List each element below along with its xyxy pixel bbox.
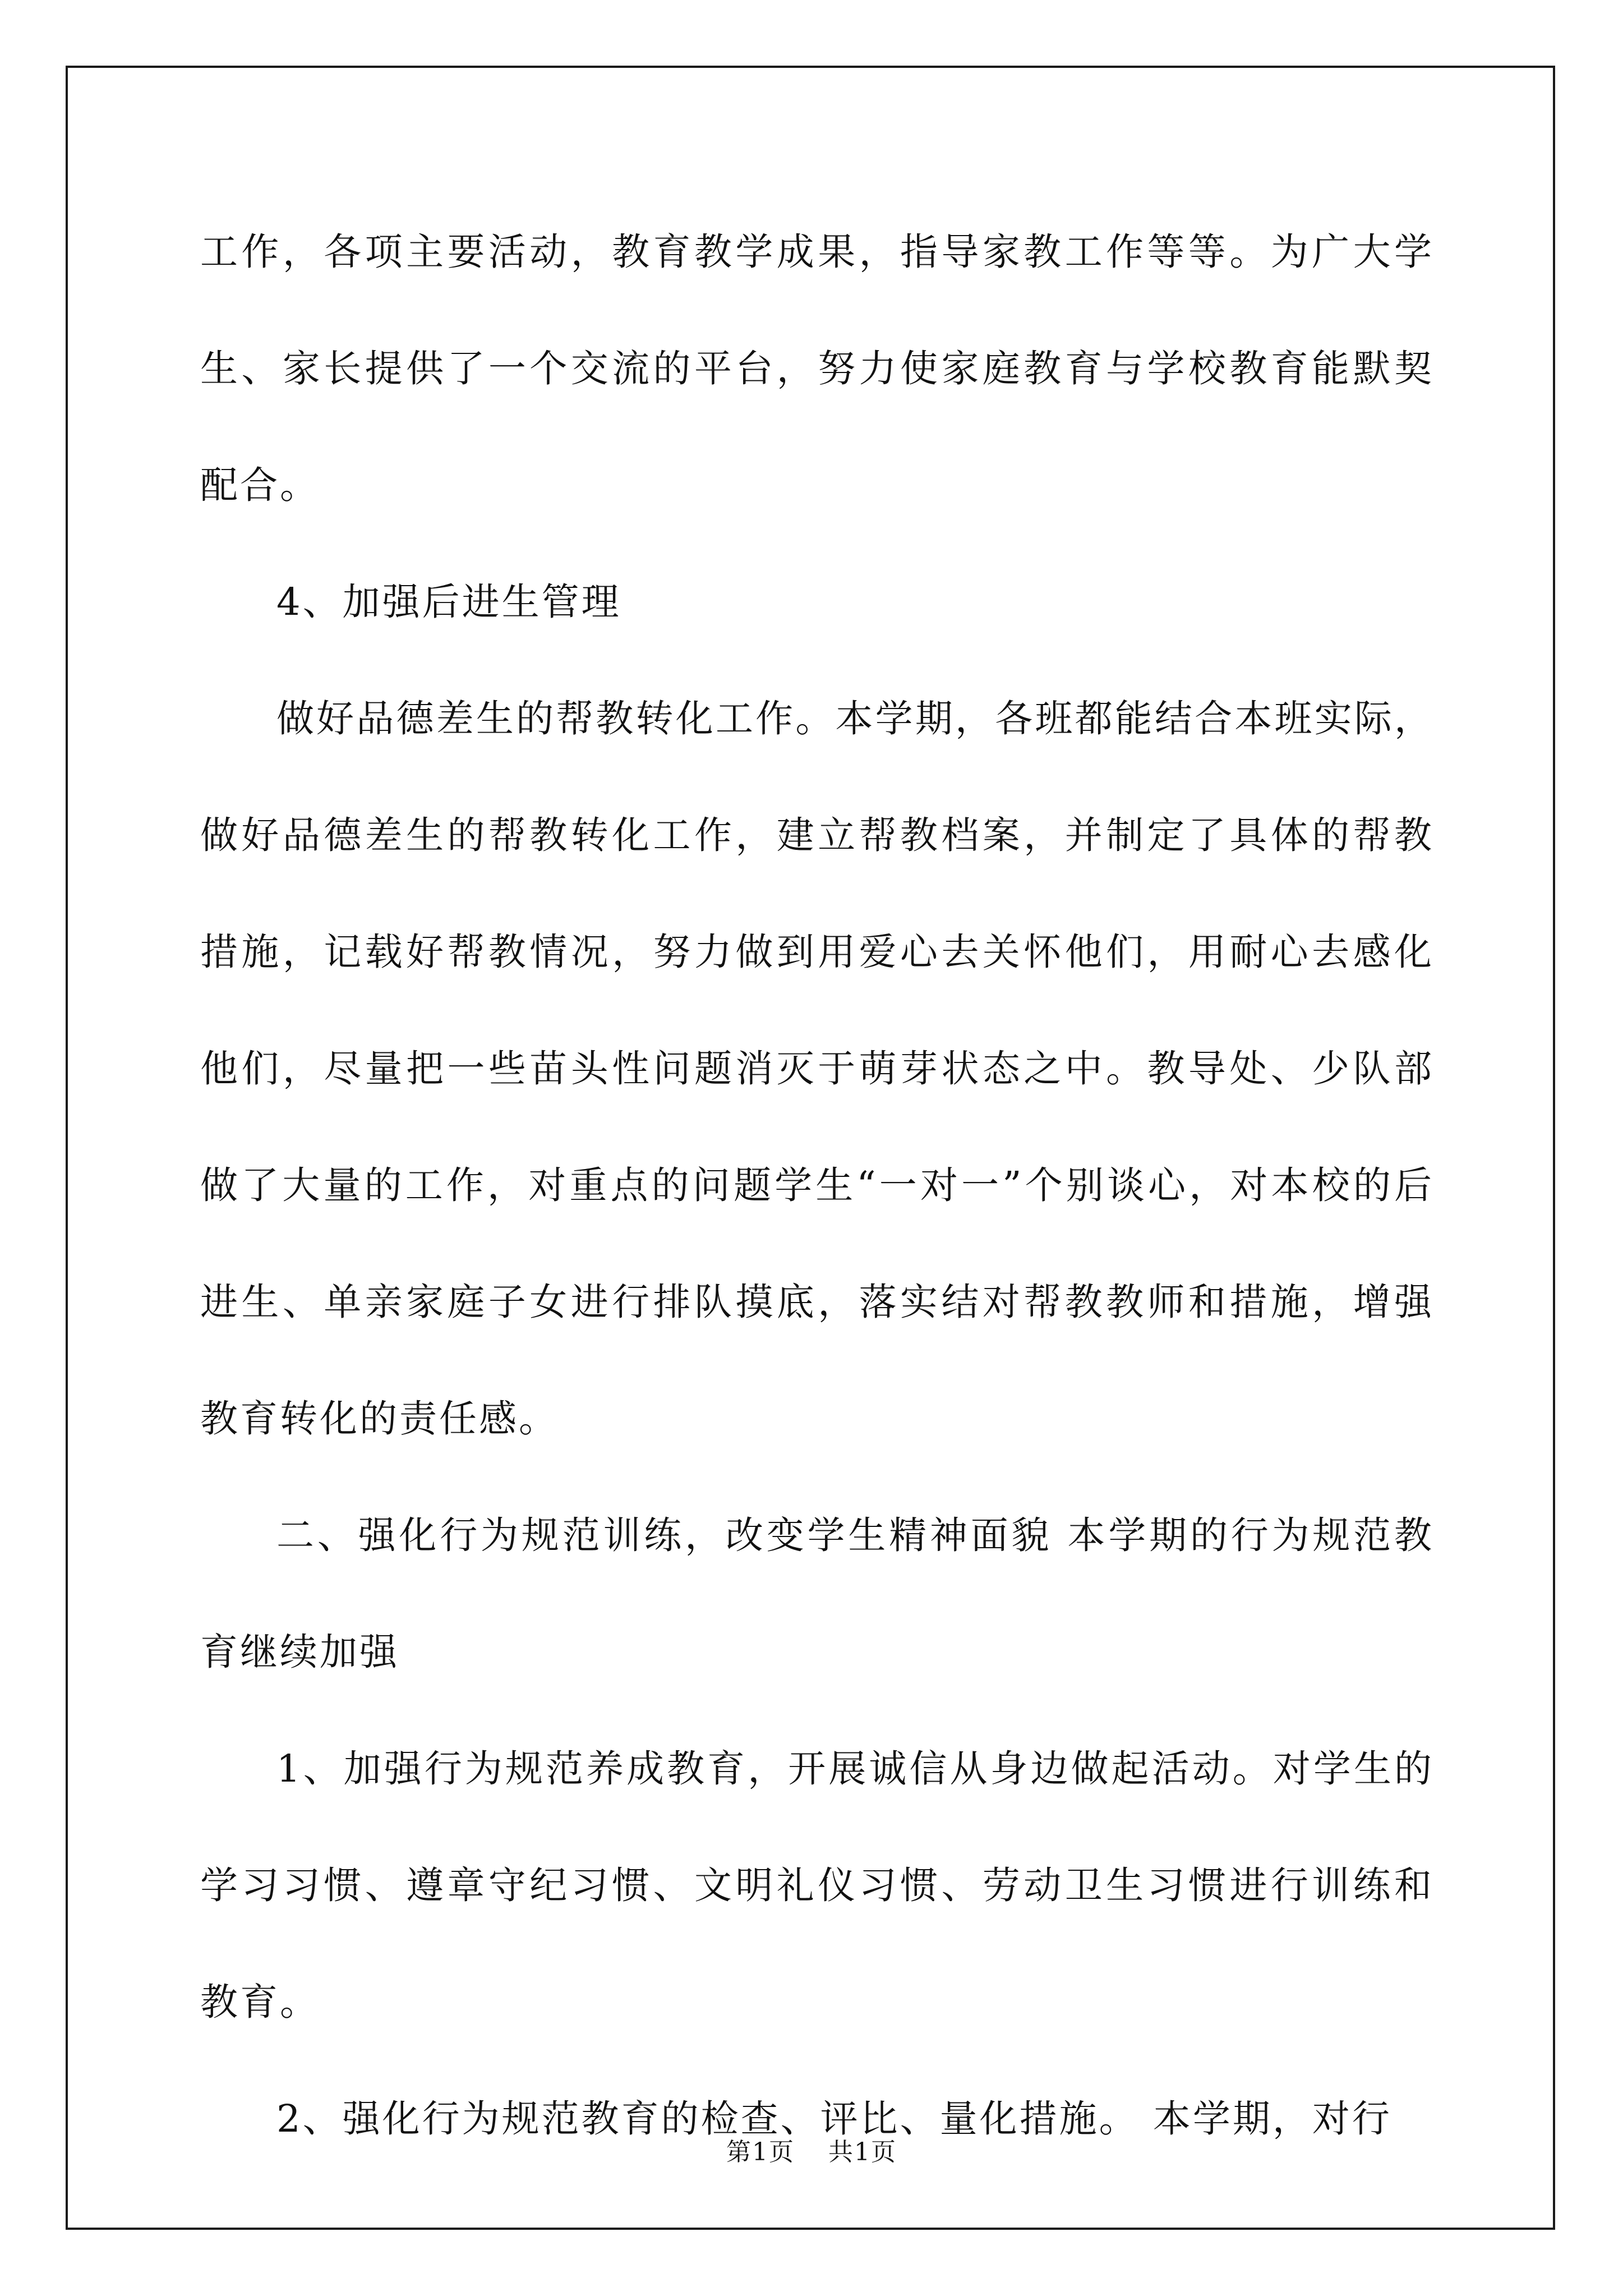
section-heading-2: 二、强化行为规范训练，改变学生精神面貌 本学期的行为规范教育继续加强	[200, 1513, 1434, 1674]
page-number: 第1页	[726, 2138, 795, 2166]
page-total: 共1页	[828, 2138, 897, 2166]
paragraph-item-2: 2、强化行为规范教育的检查、评比、量化措施。 本学期，对行	[276, 2097, 1392, 2141]
page-footer	[0, 2132, 1623, 2168]
document-body	[200, 194, 1434, 2177]
paragraph-continuation: 工作，各项主要活动，教育教学成果，指导家教工作等等。为广大学生、家长提供了一个交流的平台，努力使家庭教育与学校教育能默契配合。	[200, 230, 1434, 507]
paragraph-student-guidance: 做好品德差生的帮教转化工作。本学期，各班都能结合本班实际，做好品德差生的帮教转化工作，建立帮教档案，并制定了具体的帮教措施，记载好帮教情况，努力做到用爱心去关怀他们，用耐心去感化他们，尽量把一些苗头性问题消灭于萌芽状态之中。教导处、少队部做了大量的工作，对重点的问题学生“一对一”个别谈心，对本校的后进生、单亲家庭子女进行排队摸底，落实结对帮教教师和措施，增强教育转化的责任感。	[200, 697, 1434, 1441]
section-heading-4: 4、加强后进生管理	[276, 580, 621, 624]
paragraph-item-1: 1、加强行为规范养成教育，开展诚信从身边做起活动。对学生的学习习惯、遵章守纪习惯、文明礼仪习惯、劳动卫生习惯进行训练和教育。	[200, 1747, 1434, 2024]
